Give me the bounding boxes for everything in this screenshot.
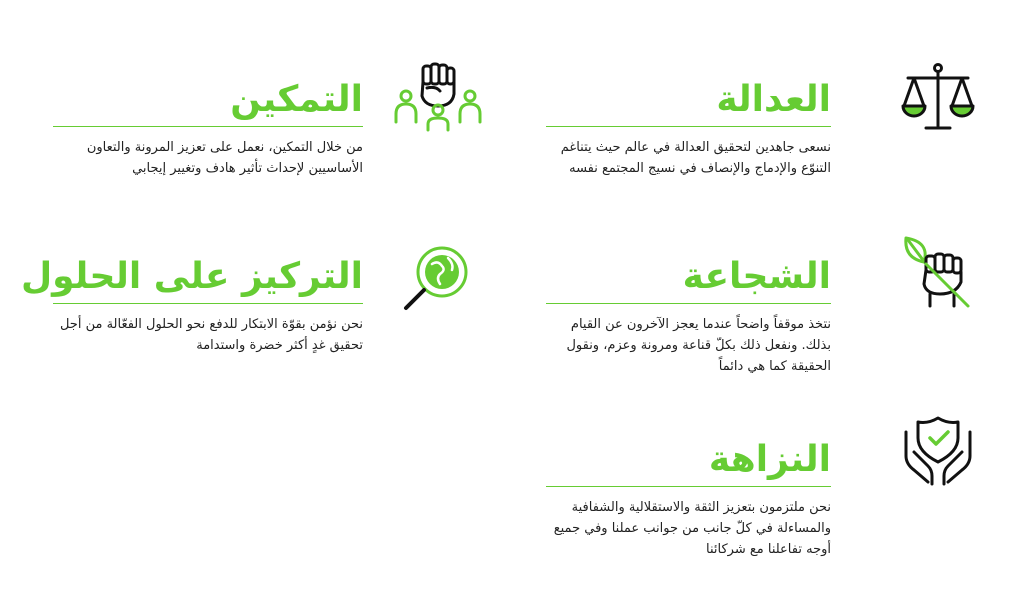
card-description: نحن نؤمن بقوّة الابتكار للدفع نحو الحلول الفعّالة من أجل تحقيق غدٍ أكثر خضرة واستدامة: [59, 317, 363, 353]
card-description: نسعى جاهدين لتحقيق العدالة في عالم حيث يتناغم التنوّع والإدماج والإنصاف في نسيج المجتمع نفسه: [560, 140, 831, 176]
card-header: [53, 68, 363, 126]
value-card-integrity: [546, 428, 831, 560]
card-description: نحن ملتزمون بتعزيز الثقة والاستقلالية والشفافية والمساءلة في كلّ جانب من جوانب عملنا وفي جميع أوجه تفاعلنا مع شركائنا: [553, 500, 831, 557]
card-description: من خلال التمكين، نعمل على تعزيز المرونة والتعاون الأساسيين لإحداث تأثير هادف وتغيير إيجابي: [86, 140, 363, 176]
divider: [546, 486, 831, 487]
value-card-solutions: [20, 245, 363, 356]
card-title: الشجاعة: [682, 256, 831, 298]
globe-magnifier-icon: [400, 244, 474, 316]
value-card-courage: [546, 245, 831, 377]
card-title: العدالة: [716, 79, 831, 121]
divider: [53, 303, 363, 304]
card-description: نتخذ موقفاً واضحاً عندما يعجز الآخرون عن القيام بذلك. ونفعل ذلك بكلّ قناعة ومرونة وعزم، ونقول الحقيقة كما هي دائماً: [566, 317, 831, 374]
divider: [546, 126, 831, 127]
divider: [546, 303, 831, 304]
value-card-justice: [546, 68, 831, 179]
divider: [53, 126, 363, 127]
card-title: التركيز على الحلول: [20, 256, 363, 298]
card-header: [546, 428, 831, 486]
hands-shield-icon: [900, 412, 976, 488]
fist-crowd-icon: [392, 60, 484, 132]
value-card-empowerment: [53, 68, 363, 179]
card-header: [20, 245, 363, 303]
card-title: التمكين: [230, 79, 363, 121]
fist-leaf-icon: [900, 234, 976, 310]
card-header: [546, 68, 831, 126]
scales-icon: [900, 60, 976, 134]
card-header: [546, 245, 831, 303]
card-title: النزاهة: [708, 439, 831, 481]
